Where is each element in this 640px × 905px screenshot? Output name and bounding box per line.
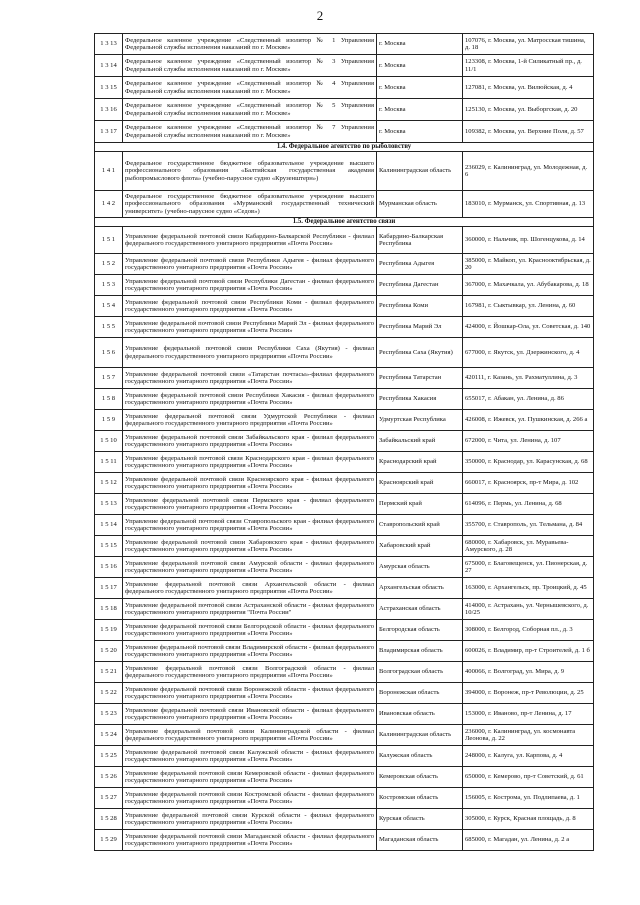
table-row: [95, 431, 594, 452]
row-number: 1 5 14: [95, 515, 123, 536]
table-row: [95, 725, 594, 746]
postal-address: 600026, г. Владимир, пр-т Строителей, д. 1 б: [463, 641, 594, 662]
postal-address: 163000, г. Архангельск, пр. Троицкий, д. 45: [463, 578, 594, 599]
section-title: 1.4. Федеральное агентство по рыболовству: [95, 143, 594, 152]
region-name: Краснодарский край: [377, 452, 463, 473]
table-row: [95, 515, 594, 536]
region-name: Курская область: [377, 809, 463, 830]
table-row: [95, 191, 594, 218]
region-name: Архангельская область: [377, 578, 463, 599]
row-number: 1 5 26: [95, 767, 123, 788]
organization-name: Управление федеральной почтовой связи Кемеровской области - филиал федерального государственного унитарного предприятия «Почта России»: [123, 767, 377, 788]
postal-address: 125130, г. Москва, ул. Выборгская, д. 20: [463, 99, 594, 121]
organization-name: Управление федеральной почтовой связи Ивановской области - филиал федерального государственного унитарного предприятия «Почта России»: [123, 704, 377, 725]
postal-address: 414000, г. Астрахань, ул. Чернышевского, д. 10/25: [463, 599, 594, 620]
region-name: г. Москва: [377, 55, 463, 77]
region-name: Пермский край: [377, 494, 463, 515]
postal-address: 424000, г. Йошкар-Ола, ул. Советская, д. 140: [463, 317, 594, 338]
postal-address: 156005, г. Кострома, ул. Подлипаева, д. 1: [463, 788, 594, 809]
postal-address: 153000, г. Иваново, пр-т Ленина, д. 17: [463, 704, 594, 725]
table-row: [95, 338, 594, 368]
section-header-row: [95, 218, 594, 227]
row-number: 1 5 10: [95, 431, 123, 452]
organization-name: Управление федеральной почтовой связи Ставропольского края - филиал федерального государственного унитарного предприятия «Почта России»: [123, 515, 377, 536]
region-name: Ставропольский край: [377, 515, 463, 536]
row-number: 1 5 11: [95, 452, 123, 473]
region-name: Калужская область: [377, 746, 463, 767]
registry-table: [94, 33, 594, 851]
table-row: [95, 746, 594, 767]
row-number: 1 5 25: [95, 746, 123, 767]
postal-address: 420111, г. Казань, ул. Рахматуллина, д. 3: [463, 368, 594, 389]
region-name: г. Москва: [377, 77, 463, 99]
organization-name: Управление федеральной почтовой связи Костромской области - филиал федерального государственного унитарного предприятия «Почта России»: [123, 788, 377, 809]
region-name: Хабаровский край: [377, 536, 463, 557]
postal-address: 167981, г. Сыктывкар, ул. Ленина, д. 60: [463, 296, 594, 317]
region-name: Республика Хакасия: [377, 389, 463, 410]
region-name: Волгоградская область: [377, 662, 463, 683]
table-row: [95, 152, 594, 191]
postal-address: 305000, г. Курск, Красная площадь, д. 8: [463, 809, 594, 830]
region-name: г. Москва: [377, 99, 463, 121]
row-number: 1 5 1: [95, 227, 123, 254]
region-name: Калининградская область: [377, 725, 463, 746]
region-name: Кемеровская область: [377, 767, 463, 788]
row-number: 1 5 4: [95, 296, 123, 317]
row-number: 1 5 18: [95, 599, 123, 620]
postal-address: 660017, г. Красноярск, пр-т Мира, д. 102: [463, 473, 594, 494]
table-row: [95, 557, 594, 578]
row-number: 1 5 20: [95, 641, 123, 662]
table-row: [95, 620, 594, 641]
region-name: Амурская область: [377, 557, 463, 578]
postal-address: 672000, г. Чита, ул. Ленина, д. 107: [463, 431, 594, 452]
region-name: Ивановская область: [377, 704, 463, 725]
postal-address: 236000, г. Калининград, ул. космонавта Леонова, д. 22: [463, 725, 594, 746]
table-row: [95, 55, 594, 77]
postal-address: 107076, г. Москва, ул. Матросская тишина, д. 18: [463, 34, 594, 55]
region-name: Калининградская область: [377, 152, 463, 191]
row-number: 1 5 2: [95, 254, 123, 275]
organization-name: Управление федеральной почтовой связи Астраханской области - филиал федерального государственного унитарного предприятия "Почта России": [123, 599, 377, 620]
region-name: Республика Татарстан: [377, 368, 463, 389]
postal-address: 350000, г. Краснодар, ул. Карасунская, д. 68: [463, 452, 594, 473]
organization-name: Управление федеральной почтовой связи Республики Марий Эл - филиал федерального государственного унитарного предприятия «Почта России»: [123, 317, 377, 338]
row-number: 1 5 8: [95, 389, 123, 410]
row-number: 1 5 6: [95, 338, 123, 368]
row-number: 1 3 15: [95, 77, 123, 99]
region-name: Красноярский край: [377, 473, 463, 494]
row-number: 1 5 9: [95, 410, 123, 431]
organization-name: Федеральное государственное бюджетное образовательное учреждение высшего профессионального образования «Балтийская государственная академия рыбопромыслового флота» (учебно-парусное судно «Крузенштерн»): [123, 152, 377, 191]
table-row: [95, 830, 594, 851]
organization-name: Управление федеральной почтовой связи Пермского края - филиал федерального государственного унитарного предприятия «Почта России»: [123, 494, 377, 515]
page-number: 2: [316, 8, 324, 23]
postal-address: 308000, г. Белгород, Соборная пл., д. 3: [463, 620, 594, 641]
table-row: [95, 704, 594, 725]
region-name: Мурманская область: [377, 191, 463, 218]
postal-address: 236029, г. Калининград, ул. Молодежная, д. 6: [463, 152, 594, 191]
postal-address: 385000, г. Майкоп, ул. Краснооктябрьская, д. 20: [463, 254, 594, 275]
postal-address: 123308, г. Москва, 1-й Силикатный пр., д. 11/1: [463, 55, 594, 77]
row-number: 1 5 15: [95, 536, 123, 557]
region-name: Астраханская область: [377, 599, 463, 620]
region-name: Республика Адыгея: [377, 254, 463, 275]
postal-address: 394000, г. Воронеж, пр-т Революции, д. 25: [463, 683, 594, 704]
row-number: 1 5 23: [95, 704, 123, 725]
organization-name: Управление федеральной почтовой связи Магаданской области - филиал федерального государственного унитарного предприятия «Почта России»: [123, 830, 377, 851]
row-number: 1 5 17: [95, 578, 123, 599]
table-row: [95, 536, 594, 557]
region-name: Кабардино-Балкарская Республика: [377, 227, 463, 254]
postal-address: 655017, г. Абакан, ул. Ленина, д. 86: [463, 389, 594, 410]
table-row: [95, 34, 594, 55]
row-number: 1 5 24: [95, 725, 123, 746]
section-title: 1.5. Федеральное агентство связи: [95, 218, 594, 227]
row-number: 1 5 22: [95, 683, 123, 704]
organization-name: Управление федеральной почтовой связи Калининградской области - филиал федерального государственного унитарного предприятия «Почта России»: [123, 725, 377, 746]
table-row: [95, 809, 594, 830]
region-name: Белгородская область: [377, 620, 463, 641]
table-row: [95, 473, 594, 494]
row-number: 1 5 3: [95, 275, 123, 296]
organization-name: Управление федеральной почтовой связи Республики Дагестан - филиал федерального государственного унитарного предприятия «Почта России»: [123, 275, 377, 296]
table-row: [95, 662, 594, 683]
organization-name: Управление федеральной почтовой связи Белгородской области - филиал федерального государственного унитарного предприятия «Почта России»: [123, 620, 377, 641]
region-name: г. Москва: [377, 34, 463, 55]
table-row: [95, 767, 594, 788]
table-row: [95, 578, 594, 599]
organization-name: Управление федеральной почтовой связи Калужской области - филиал федерального государственного унитарного предприятия «Почта России»: [123, 746, 377, 767]
row-number: 1 5 12: [95, 473, 123, 494]
table-row: [95, 77, 594, 99]
organization-name: Управление федеральной почтовой связи Забайкальского края - филиал федерального государственного унитарного предприятия «Почта России»: [123, 431, 377, 452]
postal-address: 127081, г. Москва, ул. Вилюйская, д. 4: [463, 77, 594, 99]
row-number: 1 5 16: [95, 557, 123, 578]
organization-name: Управление федеральной почтовой связи Краснодарского края - филиал федерального государственного унитарного предприятия «Почта России»: [123, 452, 377, 473]
postal-address: 680000, г. Хабаровск, ул. Муравьева-Амурского, д. 28: [463, 536, 594, 557]
organization-name: Управление федеральной почтовой связи Воронежской области - филиал федерального государственного унитарного предприятия «Почта России»: [123, 683, 377, 704]
postal-address: 355700, г. Ставрополь, ул. Тельмана, д. 84: [463, 515, 594, 536]
row-number: 1 3 14: [95, 55, 123, 77]
organization-name: Федеральное казенное учреждение «Следственный изолятор № 1 Управления Федеральной службы исполнения наказаний по г. Москве»: [123, 34, 377, 55]
region-name: Республика Саха (Якутия): [377, 338, 463, 368]
region-name: Республика Коми: [377, 296, 463, 317]
table-row: [95, 275, 594, 296]
organization-name: Управление федеральной почтовой связи Удмуртской Республики - филиал федерального государственного унитарного предприятия «Почта России»: [123, 410, 377, 431]
postal-address: 360000, г. Нальчик, пр. Шогенцукова, д. 14: [463, 227, 594, 254]
table-row: [95, 254, 594, 275]
organization-name: Управление федеральной почтовой связи Красноярского края - филиал федерального государственного унитарного предприятия «Почта России»: [123, 473, 377, 494]
row-number: 1 5 7: [95, 368, 123, 389]
row-number: 1 3 16: [95, 99, 123, 121]
region-name: Удмуртская Республика: [377, 410, 463, 431]
row-number: 1 5 19: [95, 620, 123, 641]
table-row: [95, 599, 594, 620]
postal-address: 426008, г. Ижевск, ул. Пушкинская, д. 266 а: [463, 410, 594, 431]
row-number: 1 5 27: [95, 788, 123, 809]
organization-name: Федеральное казенное учреждение «Следственный изолятор № 7 Управления Федеральной службы исполнения наказаний по г. Москве»: [123, 121, 377, 143]
organization-name: Федеральное казенное учреждение «Следственный изолятор № 4 Управления Федеральной службы исполнения наказаний по г. Москве»: [123, 77, 377, 99]
region-name: Воронежская область: [377, 683, 463, 704]
region-name: Забайкальский край: [377, 431, 463, 452]
organization-name: Федеральное казенное учреждение «Следственный изолятор № 3 Управления Федеральной службы исполнения наказаний по г. Москве»: [123, 55, 377, 77]
organization-name: Управление федеральной почтовой связи Хабаровского края - филиал федерального государственного унитарного предприятия «Почта России»: [123, 536, 377, 557]
row-number: 1 5 28: [95, 809, 123, 830]
table-row: [95, 99, 594, 121]
organization-name: Управление федеральной почтовой связи Амурской области - филиал федерального государственного унитарного предприятия «Почта России»: [123, 557, 377, 578]
postal-address: 614096, г. Пермь, ул. Ленина, д. 68: [463, 494, 594, 515]
postal-address: 248000, г. Калуга, ул. Карпова, д. 4: [463, 746, 594, 767]
table-row: [95, 683, 594, 704]
table-row: [95, 389, 594, 410]
postal-address: 685000, г. Магадан, ул. Ленина, д. 2 а: [463, 830, 594, 851]
table-row: [95, 296, 594, 317]
organization-name: Федеральное казенное учреждение «Следственный изолятор № 5 Управления Федеральной службы исполнения наказаний по г. Москве»: [123, 99, 377, 121]
region-name: Республика Дагестан: [377, 275, 463, 296]
organization-name: Управление федеральной почтовой связи Владимирской области - филиал федерального государственного унитарного предприятия «Почта России»: [123, 641, 377, 662]
organization-name: Управление федеральной почтовой связи Республики Коми - филиал федерального государственного унитарного предприятия «Почта России»: [123, 296, 377, 317]
organization-name: Управление федеральной почтовой связи Архангельской области - филиал федерального государственного унитарного предприятия «Почта России»: [123, 578, 377, 599]
organization-name: Управление федеральной почтовой связи Кабардино-Балкарской Республики - филиал федерального государственного унитарного предприятия «Почта России»: [123, 227, 377, 254]
table-row: [95, 317, 594, 338]
table-row: [95, 641, 594, 662]
row-number: 1 5 21: [95, 662, 123, 683]
row-number: 1 4 2: [95, 191, 123, 218]
organization-name: Управление федеральной почтовой связи Республики Саха (Якутия) - филиал федерального государственного унитарного предприятия «Почта России»: [123, 338, 377, 368]
row-number: 1 5 29: [95, 830, 123, 851]
row-number: 1 5 5: [95, 317, 123, 338]
postal-address: 367000, г. Махачкала, ул. Абубакарова, д. 18: [463, 275, 594, 296]
region-name: Республика Марий Эл: [377, 317, 463, 338]
row-number: 1 5 13: [95, 494, 123, 515]
table-row: [95, 452, 594, 473]
postal-address: 650000, г. Кемерово, пр-т Советский, д. 61: [463, 767, 594, 788]
table-row: [95, 227, 594, 254]
region-name: Владимирская область: [377, 641, 463, 662]
postal-address: 675000, г. Благовещенск, ул. Пионерская, д. 27: [463, 557, 594, 578]
organization-name: Управление федеральной почтовой связи Республики Хакасия - филиал федерального государственного унитарного предприятия «Почта России»: [123, 389, 377, 410]
organization-name: Управление федеральной почтовой связи Курской области - филиал федерального государственного унитарного предприятия «Почта России»: [123, 809, 377, 830]
organization-name: Федеральное государственное бюджетное образовательное учреждение высшего профессионального образования «Мурманский государственный технический университет» (учебно-парусное судно «Седов»): [123, 191, 377, 218]
row-number: 1 3 13: [95, 34, 123, 55]
table-row: [95, 410, 594, 431]
organization-name: Управление федеральной почтовой связи Республики Адыгея - филиал федерального государственного унитарного предприятия «Почта России»: [123, 254, 377, 275]
table-row: [95, 368, 594, 389]
region-name: Магаданская область: [377, 830, 463, 851]
postal-address: 400066, г. Волгоград, ул. Мира, д. 9: [463, 662, 594, 683]
region-name: Костромская область: [377, 788, 463, 809]
table-row: [95, 494, 594, 515]
table-row: [95, 121, 594, 143]
postal-address: 109382, г. Москва, ул. Верхние Поля, д. 57: [463, 121, 594, 143]
row-number: 1 4 1: [95, 152, 123, 191]
postal-address: 183010, г. Мурманск, ул. Спортивная, д. 13: [463, 191, 594, 218]
region-name: г. Москва: [377, 121, 463, 143]
organization-name: Управление федеральной почтовой связи Волгоградской области - филиал федерального государственного унитарного предприятия «Почта России»: [123, 662, 377, 683]
postal-address: 677000, г. Якутск, ул. Дзержинского, д. 4: [463, 338, 594, 368]
organization-name: Управление федеральной почтовой связи «Татарстан почтасы»-филиал федерального государственного унитарного предприятия «Почта России»: [123, 368, 377, 389]
row-number: 1 3 17: [95, 121, 123, 143]
table-row: [95, 788, 594, 809]
section-header-row: [95, 143, 594, 152]
